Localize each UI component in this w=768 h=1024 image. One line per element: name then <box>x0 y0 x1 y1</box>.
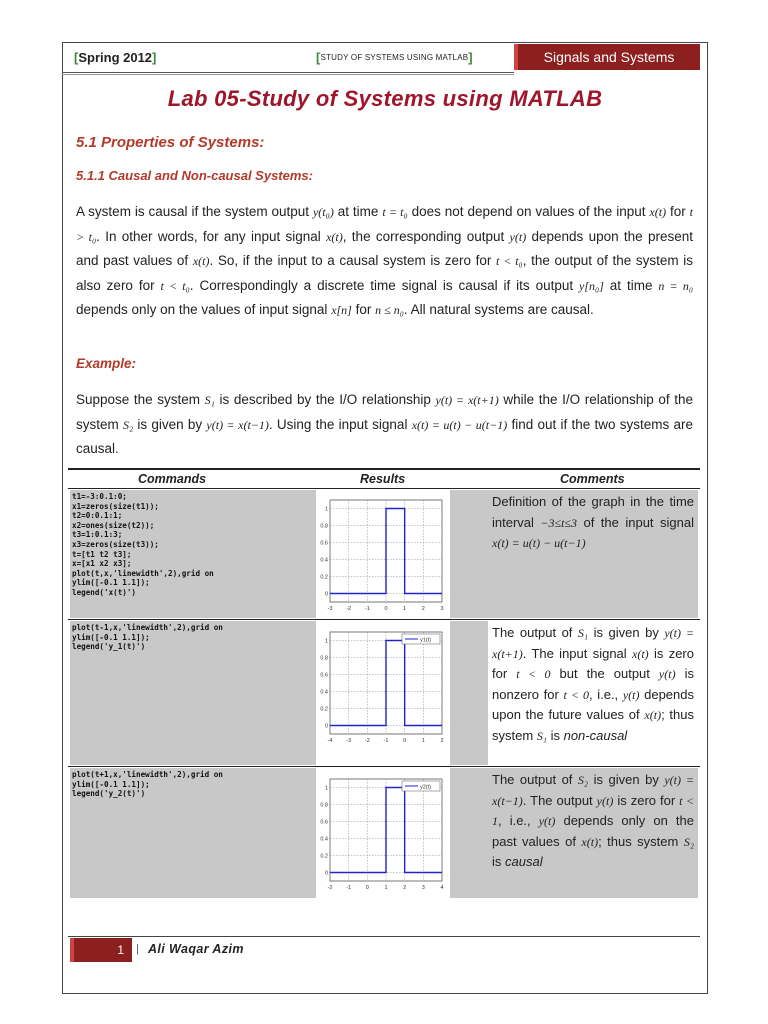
y-tick-label: 0.4 <box>320 557 328 564</box>
x-tick-label: 2 <box>421 606 425 612</box>
results-cell-3-pad <box>450 768 488 898</box>
example-paragraph: Suppose the system S₁ is described by the I/O relationship y(t) = x(t+1) while the I/O relationship of the system S₂ is given by y(t) = x(t−1). Using the input signal x(t) = u(t) − u(t−1) find out if the two systems are causal. <box>76 392 694 456</box>
plot-y2-of-t <box>316 769 446 899</box>
y-tick-label: 0.8 <box>320 523 328 530</box>
y-tick-label: 0.4 <box>320 689 328 696</box>
table-header-rule <box>68 488 700 489</box>
comment-cell-3: The output of S₂ is given by y(t) = x(t−1). The output y(t) is zero for t < 1, i.e., y(t) depends only on the past values of x(t); thus system S₂ is causal <box>488 768 698 898</box>
x-tick-label: -4 <box>327 738 333 744</box>
comment-cell-2: The output of S₁ is given by y(t) = x(t+1). The input signal x(t) is zero for t < 0 but the output y(t) is nonzero for t < 0, i.e., y(t) depends upon the future values of x(t); thus system S₁ is non-causal <box>488 621 698 765</box>
semester-text: Spring 2012 <box>78 49 153 65</box>
x-tick-label: -1 <box>364 606 370 612</box>
comment-cell-1: Definition of the graph in the time interval −3≤t≤3 of the input signal x(t) = u(t) − u(t−1) <box>488 490 698 618</box>
x-tick-label: 0 <box>365 885 369 891</box>
plot-x-of-t <box>316 490 446 618</box>
plot-y1-of-t <box>316 622 446 752</box>
results-cell-2-pad <box>450 621 488 765</box>
code-cell-3-pad <box>278 768 316 898</box>
row-separator-1 <box>68 619 700 620</box>
y-tick-label: 0.6 <box>320 819 328 826</box>
x-tick-label: -2 <box>364 738 370 744</box>
code-cell-1: t1=-3:0.1:0; x1=zeros(size(t1)); t2=0:0.1:1; x2=ones(size(t2)); t3=1:0.1:3; x3=zeros(size(t3)); t=[t1 t2 t3]; x=[x1 x2 x3]; plot(t,x,'linewidth',2),grid on ylim([-0.1 1.1]); legend('x(t)') <box>70 490 278 618</box>
header-course: Signals and Systems <box>514 44 700 70</box>
header-commands: Commands <box>138 472 207 486</box>
results-cell-1-pad <box>450 490 488 618</box>
x-tick-label: 3 <box>421 885 425 891</box>
y-tick-label: 0.6 <box>320 672 328 679</box>
footer-rule <box>68 936 700 937</box>
y-tick-label: 0.8 <box>320 655 328 662</box>
y-tick-label: 0.2 <box>320 853 328 860</box>
x-tick-label: 4 <box>440 885 444 891</box>
y-tick-label: 0.2 <box>320 706 328 713</box>
header-comments: Comments <box>560 472 625 486</box>
x-tick-label: 3 <box>440 606 444 612</box>
code-cell-2: plot(t-1,x,'linewidth',2),grid on ylim([-0.1 1.1]); legend('y_1(t)') <box>70 621 278 765</box>
page-title: Lab 05-Study of Systems using MATLAB <box>167 86 603 111</box>
x-tick-label: -1 <box>346 885 352 891</box>
code-cell-1-pad <box>278 490 316 618</box>
header-semester: [ Spring 2012 ] <box>74 49 157 65</box>
y-tick-label: 1 <box>324 785 328 792</box>
y-tick-label: 1 <box>324 638 328 645</box>
y-tick-label: 0.4 <box>320 836 328 843</box>
x-tick-label: 1 <box>403 606 407 612</box>
legend-label: y2(t) <box>420 784 431 791</box>
y-tick-label: 0 <box>324 870 328 877</box>
code-cell-2-pad <box>278 621 316 765</box>
y-tick-label: 0.8 <box>320 802 328 809</box>
page-number: 1 <box>70 938 132 962</box>
y-tick-label: 0 <box>324 723 328 730</box>
lab-topic-text: STUDY OF SYSTEMS USING MATLAB <box>320 52 469 62</box>
x-tick-label: 0 <box>403 738 407 744</box>
x-tick-label: -1 <box>383 738 389 744</box>
header-rule-2 <box>62 74 514 75</box>
x-tick-label: 2 <box>440 738 444 744</box>
footer-separator: | <box>136 943 139 955</box>
header-results: Results <box>360 472 406 486</box>
table-top-rule <box>68 468 700 470</box>
x-tick-label: 1 <box>384 885 388 891</box>
x-tick-label: 2 <box>403 885 407 891</box>
header-rule <box>62 72 514 73</box>
code-cell-3: plot(t+1,x,'linewidth',2),grid on ylim([-0.1 1.1]); legend('y_2(t)') <box>70 768 278 898</box>
header-lab-topic: [ STUDY OF SYSTEMS USING MATLAB ] <box>316 49 473 65</box>
x-tick-label: -2 <box>327 885 333 891</box>
subsection-heading: 5.1.1 Causal and Non-causal Systems: <box>76 168 313 183</box>
row-separator-2 <box>68 766 700 767</box>
x-tick-label: -2 <box>346 606 352 612</box>
x-tick-label: 0 <box>384 606 388 612</box>
x-tick-label: -3 <box>346 738 352 744</box>
section-heading: 5.1 Properties of Systems: <box>76 134 265 151</box>
y-tick-label: 0 <box>324 591 328 598</box>
causal-definition-paragraph: A system is causal if the system output y(t₀) at time t = t₀ does not depend on values of the input x(t) for t > t₀. In other words, for any input signal x(t), the corresponding output y(t) depends upon the present and past values of x(t). So, if the input to a causal system is zero for t < t₀, the output of the system is also zero for t < t₀. Correspondingly a discrete time signal is causal if its output y[n₀] at time n = n₀ depends only on the values of input signal x[n] for n ≤ n₀. All natural systems are causal. <box>76 204 694 317</box>
y-tick-label: 0.6 <box>320 540 328 547</box>
y-tick-label: 1 <box>324 506 328 513</box>
y-tick-label: 0.2 <box>320 574 328 581</box>
author-name: Ali Waqar Azim <box>148 942 244 956</box>
legend-label: y1(t) <box>420 637 431 644</box>
x-tick-label: -3 <box>327 606 333 612</box>
x-tick-label: 1 <box>421 738 425 744</box>
example-heading: Example: <box>76 356 137 371</box>
